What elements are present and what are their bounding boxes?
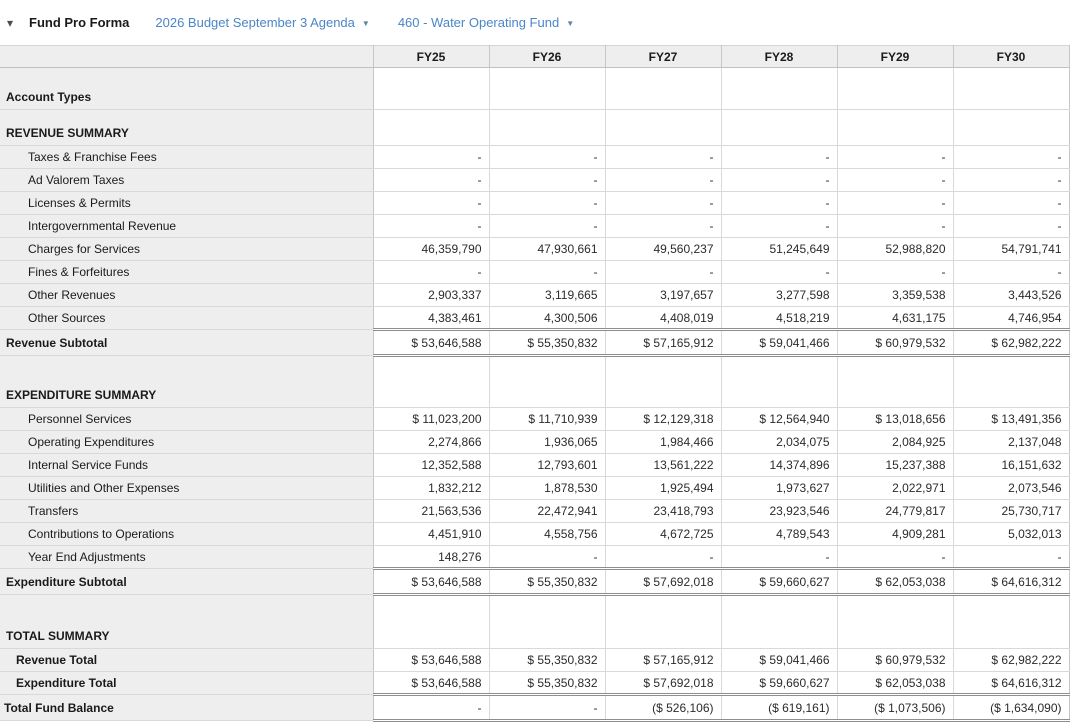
cell: - [953,169,1069,192]
cell: - [721,261,837,284]
cell: 4,518,219 [721,307,837,330]
cell: 3,443,526 [953,284,1069,307]
table-row [0,68,1069,110]
cell: 4,451,910 [373,523,489,546]
row-label: Account Types [0,68,373,110]
cell: 2,073,546 [953,477,1069,500]
cell: 52,988,820 [837,238,953,261]
cell: - [605,192,721,215]
table-row [0,477,1069,500]
cell: $ 60,979,532 [837,649,953,672]
cell: 54,791,741 [953,238,1069,261]
cell: 23,923,546 [721,500,837,523]
table-row [0,110,1069,146]
chevron-down-icon: ▼ [361,19,370,28]
cell: - [953,192,1069,215]
cell: 4,746,954 [953,307,1069,330]
table-row [0,695,1069,721]
cell: - [837,146,953,169]
cell: 4,672,725 [605,523,721,546]
cell: 12,793,601 [489,454,605,477]
cell: $ 13,018,656 [837,408,953,431]
cell: - [605,261,721,284]
cell [721,595,837,649]
cell: - [721,146,837,169]
cell: - [721,192,837,215]
cell: 3,119,665 [489,284,605,307]
cell: $ 62,053,038 [837,672,953,695]
cell: - [837,215,953,238]
cell: 2,034,075 [721,431,837,454]
cell: - [837,169,953,192]
corner-cell [0,46,373,68]
cell: $ 62,982,222 [953,649,1069,672]
row-label: Expenditure Subtotal [0,569,373,595]
cell: $ 53,646,588 [373,330,489,356]
row-label: Ad Valorem Taxes [0,169,373,192]
table-row [0,215,1069,238]
cell [837,68,953,110]
cell: - [605,169,721,192]
cell: 47,930,661 [489,238,605,261]
cell: - [489,546,605,569]
cell: ($ 1,073,506) [837,695,953,721]
row-label: Expenditure Total [0,672,373,695]
cell: $ 57,692,018 [605,569,721,595]
cell: $ 59,041,466 [721,330,837,356]
cell: 23,418,793 [605,500,721,523]
cell: 46,359,790 [373,238,489,261]
column-header-fy26: FY26 [489,46,605,68]
header-row [0,46,1069,68]
cell: $ 62,053,038 [837,569,953,595]
cell: 4,631,175 [837,307,953,330]
table-row [0,356,1069,408]
cell: $ 57,165,912 [605,330,721,356]
cell [489,110,605,146]
cell: $ 55,350,832 [489,330,605,356]
row-label: Total Fund Balance [0,695,373,721]
cell: $ 53,646,588 [373,672,489,695]
cell: 16,151,632 [953,454,1069,477]
cell: $ 62,982,222 [953,330,1069,356]
cell: $ 55,350,832 [489,672,605,695]
cell: - [837,261,953,284]
cell: 4,383,461 [373,307,489,330]
row-label: Fines & Forfeitures [0,261,373,284]
cell: - [953,546,1069,569]
row-label: Intergovernmental Revenue [0,215,373,238]
cell: - [373,261,489,284]
cell: - [953,215,1069,238]
cell [721,110,837,146]
cell: $ 64,616,312 [953,672,1069,695]
cell [837,110,953,146]
row-label: Operating Expenditures [0,431,373,454]
cell: 1,973,627 [721,477,837,500]
table-row [0,454,1069,477]
row-label: REVENUE SUMMARY [0,110,373,146]
cell [953,68,1069,110]
table-row [0,431,1069,454]
cell: 24,779,817 [837,500,953,523]
cell: 15,237,388 [837,454,953,477]
cell [605,356,721,408]
fund-dropdown[interactable] [398,15,574,30]
cell: 4,300,506 [489,307,605,330]
row-label: Taxes & Franchise Fees [0,146,373,169]
cell [489,595,605,649]
cell [837,356,953,408]
cell: $ 53,646,588 [373,649,489,672]
cell: - [605,215,721,238]
cell: - [721,169,837,192]
table-row [0,523,1069,546]
cell: - [489,146,605,169]
cell: - [373,695,489,721]
cell: $ 12,129,318 [605,408,721,431]
cell: - [605,146,721,169]
cell: $ 11,023,200 [373,408,489,431]
cell: $ 12,564,940 [721,408,837,431]
cell: - [721,215,837,238]
row-label: Utilities and Other Expenses [0,477,373,500]
cell: $ 59,660,627 [721,672,837,695]
cell: - [489,261,605,284]
fund-dropdown-label: 460 - Water Operating Fund [397,15,560,30]
cell [489,68,605,110]
cell [953,356,1069,408]
cell [605,595,721,649]
cell: 25,730,717 [953,500,1069,523]
cell: 49,560,237 [605,238,721,261]
table-row [0,169,1069,192]
cell: 5,032,013 [953,523,1069,546]
cell: - [721,546,837,569]
cell: 3,197,657 [605,284,721,307]
table-row [0,284,1069,307]
cell: - [489,169,605,192]
table-row [0,672,1069,695]
cell: - [953,146,1069,169]
row-label: Revenue Total [0,649,373,672]
cell [373,68,489,110]
collapse-triangle-icon[interactable]: ▾ [7,15,14,30]
pro-forma-table [0,45,1070,722]
cell: 1,936,065 [489,431,605,454]
cell: - [489,215,605,238]
cell: - [373,146,489,169]
cell: 1,832,212 [373,477,489,500]
row-label: Revenue Subtotal [0,330,373,356]
cell: $ 57,692,018 [605,672,721,695]
cell: 12,352,588 [373,454,489,477]
cell: 51,245,649 [721,238,837,261]
row-label: Year End Adjustments [0,546,373,569]
table-row [0,649,1069,672]
cell: 3,277,598 [721,284,837,307]
cell: 2,274,866 [373,431,489,454]
cell: 2,022,971 [837,477,953,500]
budget-dropdown[interactable] [155,15,369,30]
table-row [0,408,1069,431]
row-label: Transfers [0,500,373,523]
cell: $ 59,660,627 [721,569,837,595]
table-row [0,146,1069,169]
cell: ($ 619,161) [721,695,837,721]
cell [489,356,605,408]
cell [605,110,721,146]
cell: 2,137,048 [953,431,1069,454]
cell [605,68,721,110]
table-row [0,330,1069,356]
cell [373,356,489,408]
cell: $ 53,646,588 [373,569,489,595]
budget-dropdown-label: 2026 Budget September 3 Agenda [155,15,355,30]
table-row [0,546,1069,569]
cell: 1,984,466 [605,431,721,454]
cell [373,595,489,649]
table-body [0,68,1069,721]
cell: $ 59,041,466 [721,649,837,672]
row-label: TOTAL SUMMARY [0,595,373,649]
row-label: Contributions to Operations [0,523,373,546]
table-row [0,238,1069,261]
cell: 4,909,281 [837,523,953,546]
row-label: EXPENDITURE SUMMARY [0,356,373,408]
cell: 21,563,536 [373,500,489,523]
cell: $ 64,616,312 [953,569,1069,595]
cell: - [373,169,489,192]
row-label: Internal Service Funds [0,454,373,477]
cell [721,68,837,110]
column-header-fy29: FY29 [837,46,953,68]
table-row [0,307,1069,330]
row-label: Other Sources [0,307,373,330]
row-label: Charges for Services [0,238,373,261]
column-header-fy28: FY28 [721,46,837,68]
cell [837,595,953,649]
cell [373,110,489,146]
cell: 2,903,337 [373,284,489,307]
cell: 4,408,019 [605,307,721,330]
cell: - [953,261,1069,284]
cell: $ 57,165,912 [605,649,721,672]
chevron-down-icon: ▼ [566,19,575,28]
table-row [0,500,1069,523]
cell: $ 60,979,532 [837,330,953,356]
column-header-fy30: FY30 [953,46,1069,68]
cell: - [489,695,605,721]
cell: 1,925,494 [605,477,721,500]
toolbar [0,0,1072,45]
cell: - [605,546,721,569]
cell: - [373,192,489,215]
cell: $ 55,350,832 [489,569,605,595]
table-row [0,261,1069,284]
cell: - [837,546,953,569]
column-header-fy27: FY27 [605,46,721,68]
cell: - [489,192,605,215]
table-row [0,569,1069,595]
cell: 2,084,925 [837,431,953,454]
cell: 4,558,756 [489,523,605,546]
cell: 3,359,538 [837,284,953,307]
cell: $ 11,710,939 [489,408,605,431]
cell: ($ 1,634,090) [953,695,1069,721]
cell: 148,276 [373,546,489,569]
cell: $ 13,491,356 [953,408,1069,431]
row-label: Other Revenues [0,284,373,307]
column-header-fy25: FY25 [373,46,489,68]
cell: 14,374,896 [721,454,837,477]
table-row [0,192,1069,215]
cell [721,356,837,408]
table-row [0,595,1069,649]
cell: - [373,215,489,238]
cell: ($ 526,106) [605,695,721,721]
row-label: Licenses & Permits [0,192,373,215]
cell: 1,878,530 [489,477,605,500]
cell [953,110,1069,146]
cell: 22,472,941 [489,500,605,523]
row-label: Personnel Services [0,408,373,431]
cell [953,595,1069,649]
cell: - [837,192,953,215]
cell: 13,561,222 [605,454,721,477]
page-title: Fund Pro Forma [29,15,130,30]
cell: 4,789,543 [721,523,837,546]
cell: $ 55,350,832 [489,649,605,672]
